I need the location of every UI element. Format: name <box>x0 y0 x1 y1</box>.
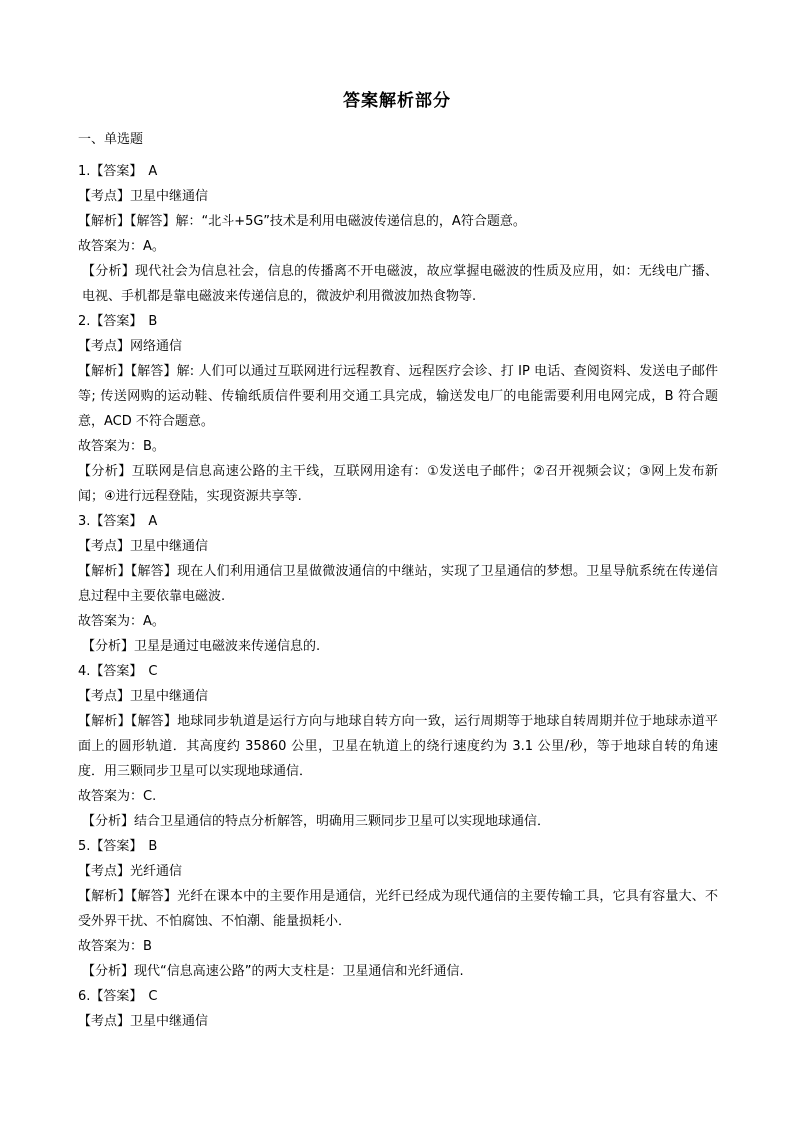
kaodian-tag: 【考点】 <box>78 689 131 704</box>
kaodian-text: 卫星中继通信 <box>130 1014 209 1029</box>
jiexi-tag: 【解析】【解答】 <box>78 214 176 229</box>
jiexi-text: 现在人们利用通信卫星做微波通信的中继站，实现了卫星通信的梦想。卫星导航系统在传递信息过程中主要依靠电磁波. <box>78 564 718 604</box>
jiexi-tag: 【解析】【解答】 <box>78 714 178 729</box>
fenxi-line <box>78 959 718 984</box>
kaodian-line <box>78 1009 718 1034</box>
fenxi-tag: 【分析】 <box>82 639 135 654</box>
jiexi-tag: 【解析】【解答】 <box>78 889 178 904</box>
question-number: 1. <box>78 164 91 179</box>
answer-line <box>78 834 718 859</box>
kaodian-tag: 【考点】 <box>78 339 131 354</box>
jiexi-paragraph <box>78 359 718 434</box>
fenxi-tag: 【分析】 <box>78 464 132 479</box>
answer-content <box>78 159 718 1034</box>
question-number: 4. <box>78 664 91 679</box>
fenxi-text: 现代社会为信息社会，信息的传播离不开电磁波，故应掌握电磁波的性质及应用，如：无线电广播、电视、手机都是靠电磁波来传递信息的，微波炉利用微波加热食物等. <box>82 264 718 304</box>
question-number: 2. <box>78 314 91 329</box>
answer-value: B <box>148 839 158 854</box>
answer-value: A <box>148 164 158 179</box>
kaodian-line <box>78 684 718 709</box>
jiexi-paragraph <box>78 884 718 934</box>
conclusion-line: 故答案为：C. <box>78 789 157 804</box>
kaodian-line <box>78 859 718 884</box>
answer-line <box>78 509 718 534</box>
answer-line <box>78 309 718 334</box>
kaodian-text: 卫星中继通信 <box>130 539 209 554</box>
conclusion-line: 故答案为：A。 <box>78 239 165 254</box>
fenxi-text: 互联网是信息高速公路的主干线，互联网用途有：①发送电子邮件；②召开视频会议；③网上发布新闻；④进行远程登陆，实现资源共享等. <box>78 464 718 504</box>
fenxi-text: 卫星是通过电磁波来传递信息的. <box>134 639 321 654</box>
conclusion-line: 故答案为：B <box>78 939 152 954</box>
answer-tag: 【答案】 <box>90 514 143 529</box>
fenxi-line <box>78 634 718 659</box>
section-heading: 一、单选题 <box>78 132 144 147</box>
answer-tag: 【答案】 <box>90 664 143 679</box>
jiexi-paragraph <box>78 559 718 609</box>
answer-value: C <box>148 664 158 679</box>
jiexi-text: 地球同步轨道是运行方向与地球自转方向一致，运行周期等于地球自转周期并位于地球赤道平面上的圆形轨道．其高度约 35860 公里，卫星在轨道上的绕行速度约为 3.1 公里/秒，等于地球自转的角速度．用三颗同步卫星可以实现地球通信． <box>78 714 718 779</box>
kaodian-text: 卫星中继通信 <box>130 689 209 704</box>
answer-tag: 【答案】 <box>90 314 143 329</box>
conclusion-line: 故答案为：A。 <box>78 614 165 629</box>
kaodian-line <box>78 534 718 559</box>
question-number: 5. <box>78 839 91 854</box>
answer-tag: 【答案】 <box>90 989 143 1004</box>
jiexi-text: 解: 人们可以通过互联网进行远程教育、远程医疗会诊、打 IP 电话、查阅资料、发送电子邮件等; 传送网购的运动鞋、传输纸质信件要利用交通工具完成，输送发电厂的电能需要利用电网完成，B 符合题意，ACD 不符合题意。 <box>78 364 718 429</box>
kaodian-line <box>78 334 718 359</box>
answer-line <box>78 984 718 1009</box>
fenxi-line <box>78 809 718 834</box>
fenxi-text: 结合卫星通信的特点分析解答，明确用三颗同步卫星可以实现地球通信． <box>134 814 551 829</box>
question-number: 3. <box>78 514 91 529</box>
answer-value: A <box>148 514 158 529</box>
kaodian-tag: 【考点】 <box>78 1014 131 1029</box>
jiexi-tag: 【解析】【解答】 <box>78 364 177 379</box>
jiexi-text: 解：“北斗+5G”技术是利用电磁波传递信息的，A符合题意。 <box>175 214 526 229</box>
fenxi-paragraph <box>78 259 718 309</box>
kaodian-text: 网络通信 <box>130 339 183 354</box>
answer-value: B <box>148 314 158 329</box>
kaodian-tag: 【考点】 <box>78 864 131 879</box>
kaodian-line <box>78 184 718 209</box>
jiexi-tag: 【解析】【解答】 <box>78 564 178 579</box>
jiexi-line <box>78 209 718 234</box>
kaodian-text: 光纤通信 <box>130 864 183 879</box>
answer-line <box>78 159 718 184</box>
jiexi-paragraph <box>78 709 718 784</box>
fenxi-paragraph <box>78 459 718 509</box>
answer-tag: 【答案】 <box>90 839 143 854</box>
fenxi-tag: 【分析】 <box>82 264 136 279</box>
fenxi-tag: 【分析】 <box>82 964 135 979</box>
jiexi-text: 光纤在课本中的主要作用是通信，光纤已经成为现代通信的主要传输工具，它具有容量大、不受外界干扰、不怕腐蚀、不怕潮、能量损耗小． <box>78 889 718 929</box>
answer-tag: 【答案】 <box>90 164 143 179</box>
answer-value: C <box>148 989 158 1004</box>
kaodian-text: 卫星中继通信 <box>130 189 209 204</box>
conclusion-line: 故答案为：B。 <box>78 439 165 454</box>
question-number: 6. <box>78 989 91 1004</box>
kaodian-tag: 【考点】 <box>78 189 131 204</box>
fenxi-tag: 【分析】 <box>82 814 135 829</box>
page-title: 答案解析部分 <box>343 91 451 111</box>
kaodian-tag: 【考点】 <box>78 539 131 554</box>
fenxi-text: 现代“信息高速公路”的两大支柱是：卫星通信和光纤通信. <box>134 964 464 979</box>
answer-line <box>78 659 718 684</box>
